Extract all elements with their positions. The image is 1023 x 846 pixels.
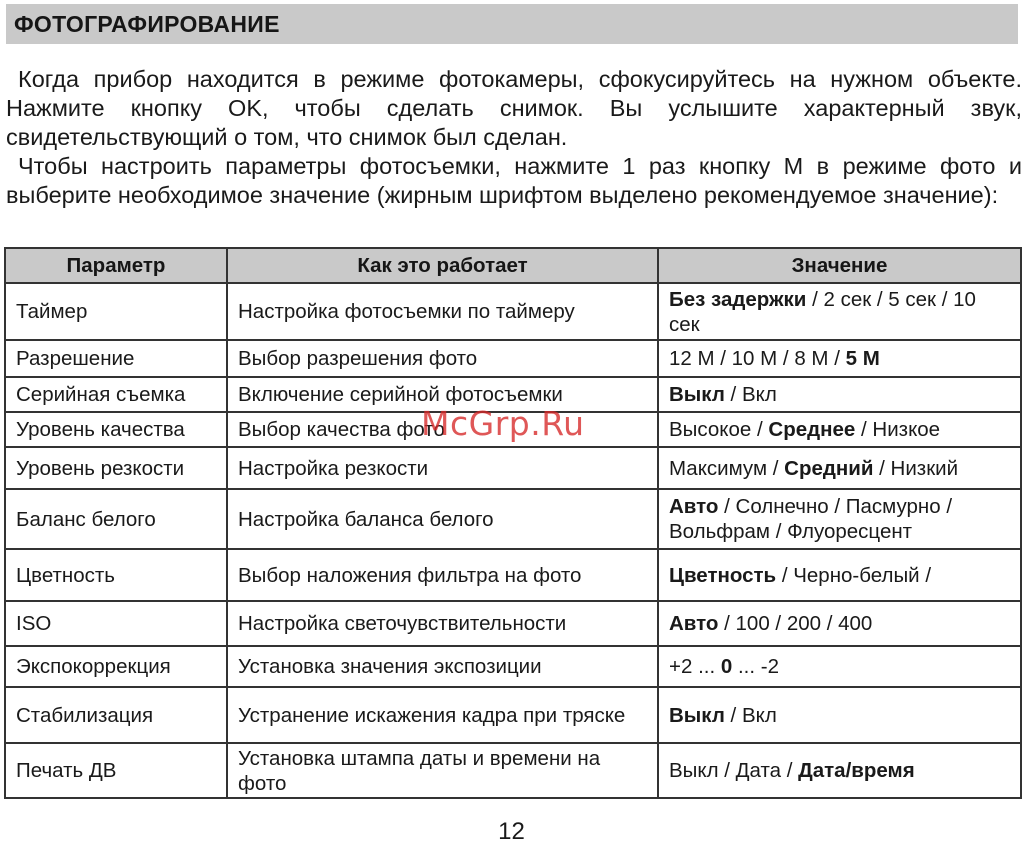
value-part: Средний <box>784 456 874 480</box>
table-row <box>5 743 1021 798</box>
value-part: Цветность <box>669 563 777 587</box>
value-cell <box>658 646 1021 687</box>
value-cell <box>658 377 1021 412</box>
column-header-parameter: Параметр <box>5 248 227 283</box>
value-cell <box>658 489 1021 549</box>
value-part: Среднее <box>768 418 856 441</box>
value-part: Авто <box>669 495 719 518</box>
how-cell: Выбор качества фото <box>227 412 658 447</box>
table-row <box>5 489 1021 549</box>
value-cell <box>658 743 1021 798</box>
value-cell <box>658 601 1021 646</box>
value-part: / Вкл <box>724 383 777 406</box>
value-part: Максимум / <box>669 456 785 480</box>
param-cell: Уровень резкости <box>5 447 227 489</box>
how-cell: Установка штампа даты и времени на фото <box>227 743 658 798</box>
param-cell: Баланс белого <box>5 489 227 549</box>
value-part: Выкл <box>669 703 725 727</box>
param-cell: Серийная съемка <box>5 377 227 412</box>
section-title: ФОТОГРАФИРОВАНИЕ <box>14 10 280 37</box>
param-cell: Стабилизация <box>5 687 227 743</box>
value-part: Выкл <box>669 383 725 406</box>
value-part: / 2 сек / 5 сек / 10 сек <box>669 287 976 336</box>
param-cell: Печать ДВ <box>5 743 227 798</box>
value-cell <box>658 549 1021 601</box>
table-row <box>5 283 1021 340</box>
table-row <box>5 601 1021 646</box>
how-cell: Выбор наложения фильтра на фото <box>227 549 658 601</box>
how-cell: Настройка светочувствительности <box>227 601 658 646</box>
value-part: Авто <box>669 612 719 635</box>
how-cell: Настройка резкости <box>227 447 658 489</box>
intro-text <box>6 65 1022 210</box>
value-cell <box>658 412 1021 447</box>
value-part: / Низкий <box>873 456 959 480</box>
value-part: 5 M <box>845 347 880 370</box>
value-cell <box>658 687 1021 743</box>
value-part: Выкл / Дата / <box>669 759 799 782</box>
value-part: / Солнечно / Пасмурно / Вольфрам / Флуоресцент <box>669 495 953 543</box>
value-cell <box>658 283 1021 340</box>
how-cell: Установка значения экспозиции <box>227 646 658 687</box>
table-row <box>5 340 1021 377</box>
value-part: / Низкое <box>855 418 941 441</box>
value-part: 0 <box>720 655 733 678</box>
intro-paragraph-1: Когда прибор находится в режиме фотокамеры, сфокусируйтесь на нужном объекте. Нажмите кнопку OK, чтобы сделать снимок. Вы услышите характерный звук, свидетельствующий о том, что снимок был сделан. <box>6 66 1022 150</box>
value-cell <box>658 447 1021 489</box>
value-part: / 100 / 200 / 400 <box>718 612 873 635</box>
column-header-how-it-works: Как это работает <box>227 248 658 283</box>
param-cell: ISO <box>5 601 227 646</box>
value-part: / Черно-белый / <box>776 563 932 587</box>
table-header-row <box>5 248 1021 283</box>
how-cell: Настройка фотосъемки по таймеру <box>227 283 658 340</box>
settings-table <box>4 247 1022 799</box>
column-header-value: Значение <box>658 248 1021 283</box>
table-row <box>5 549 1021 601</box>
value-part: Дата/время <box>798 759 915 782</box>
value-part: Высокое / <box>669 418 769 441</box>
value-cell <box>658 340 1021 377</box>
how-cell: Настройка баланса белого <box>227 489 658 549</box>
value-part: 12 M / 10 M / 8 M / <box>669 347 846 370</box>
table-row <box>5 687 1021 743</box>
page-number: 12 <box>498 818 525 845</box>
value-part: +2 ... <box>669 655 721 678</box>
table-row <box>5 447 1021 489</box>
intro-paragraph-2: Чтобы настроить параметры фотосъемки, нажмите 1 раз кнопку M в режиме фото и выберите необходимое значение (жирным шрифтом выделено рекомендуемое значение): <box>6 153 1022 208</box>
param-cell: Экспокоррекция <box>5 646 227 687</box>
param-cell: Таймер <box>5 283 227 340</box>
param-cell: Цветность <box>5 549 227 601</box>
value-part: Без задержки <box>669 287 807 311</box>
how-cell: Включение серийной фотосъемки <box>227 377 658 412</box>
value-part: / Вкл <box>724 703 777 727</box>
param-cell: Уровень качества <box>5 412 227 447</box>
how-cell: Выбор разрешения фото <box>227 340 658 377</box>
param-cell: Разрешение <box>5 340 227 377</box>
watermark: McGrp.Ru <box>421 404 585 443</box>
table-row <box>5 646 1021 687</box>
value-part: ... -2 <box>732 655 779 678</box>
how-cell: Устранение искажения кадра при тряске <box>227 687 658 743</box>
section-header <box>6 4 1018 44</box>
